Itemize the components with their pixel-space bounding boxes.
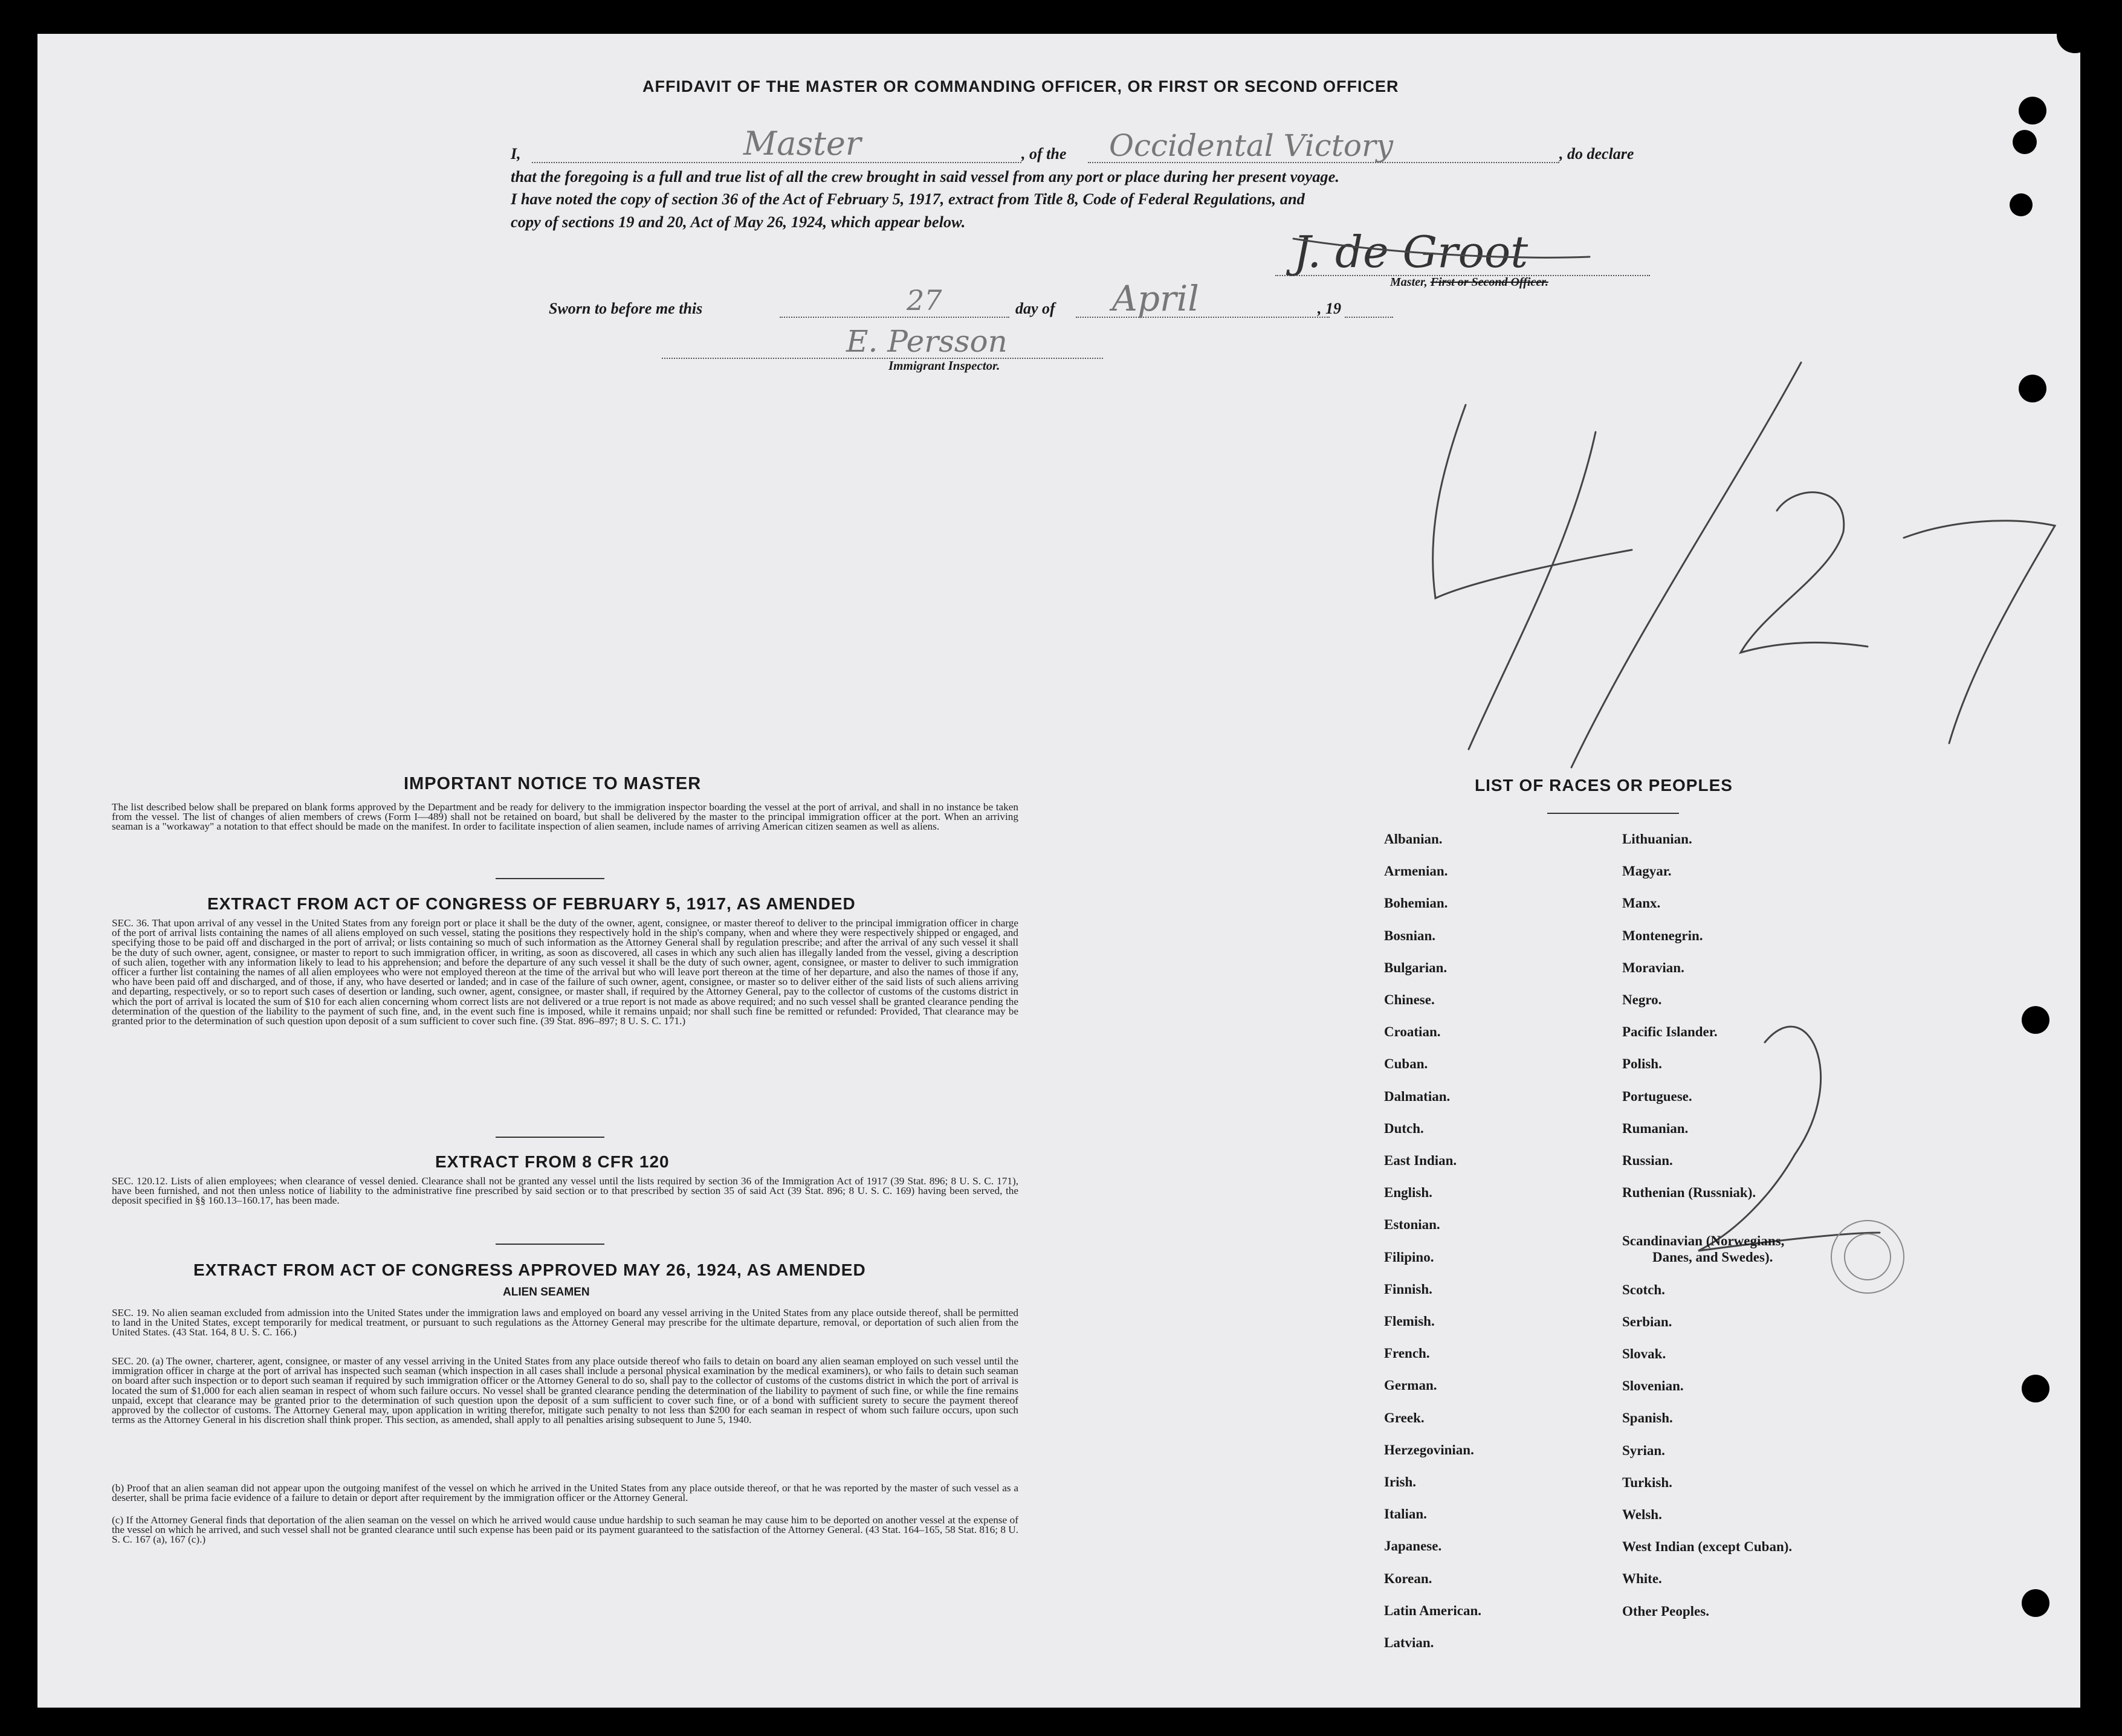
extract-1917-title: EXTRACT FROM ACT OF CONGRESS OF FEBRUARY 5, 1917, AS AMENDED [207,894,856,913]
race-item: Irish. [1384,1474,1417,1489]
inspector-signature: E. Persson [846,324,1008,359]
race-item: Latvian. [1384,1635,1434,1650]
race-item: Russian. [1622,1153,1673,1168]
race-item: West Indian (except Cuban). [1622,1539,1793,1555]
annotation-stroke-7 [1904,521,2055,743]
race-item: English. [1384,1185,1432,1201]
race-item: Danes, and Swedes). [1652,1250,1773,1265]
race-item: Rumanian. [1622,1120,1689,1136]
divider-2 [496,1137,604,1138]
extract-1924-sec20a: SEC. 20. (a) The owner, charterer, agent, consignee, or master of any vessel arriving in the United States from any place outside thereof who fails to detain on board any alien seaman employed on such vessel until the immigration officer in charge at the port of arrival has inspected such seaman (which inspection in all cases shall include a personal physical examination by the medical examiners), or who fails to detain such seaman on board after such inspection or to deport such seaman if required by such immigration officer or the Attorney General to do so, shall pay to the collector of customs of the customs district in which the port of arrival is located the sum of $1,000 for each alien seaman in respect of whom such failure occurs. No vessel shall be granted clearance pending the determination of the liability to payment of such fine, or while the fine remains unpaid, except that clearance may be granted prior to the determination of such question upon the deposit of a sum sufficient to cover such fine, or of a bond with sufficient surety to secure the payment thereof approved by the collector of customs. The Attorney General may, upon application in writing therefor, mitigate such penalty to not less than $200 for each seaman in respect of whom such failure occurs, upon such terms as the Attorney General in his discretion shall think proper. This section, as amended, shall apply to all penalties arising subsequent to June 5, 1940. [112,1355,1018,1426]
races-divider [1547,813,1679,814]
race-item: Spanish. [1622,1410,1673,1426]
race-item: Negro. [1622,992,1662,1007]
race-item: Dalmatian. [1384,1088,1451,1104]
race-item: Ruthenian (Russniak). [1622,1185,1756,1201]
race-item: Magyar. [1622,863,1672,879]
annotation-stroke-cross [1293,239,1590,257]
annotation-stroke-slash [1571,363,1801,767]
race-item: Scandinavian (Norwegians, [1622,1233,1785,1249]
of-the-label: , of the [1021,145,1067,163]
race-item: Dutch. [1384,1120,1424,1136]
annotation-stroke-4-vertical [1469,432,1596,749]
races-title: LIST OF RACES OR PEOPLES [1475,776,1733,795]
race-item: Portuguese. [1622,1088,1692,1104]
race-item: East Indian. [1384,1153,1457,1168]
day-handwriting: 27 [907,284,942,317]
race-item: German. [1384,1378,1437,1393]
race-item: Filipino. [1384,1249,1434,1265]
race-item: White. [1622,1571,1662,1587]
divider-1 [496,878,604,879]
notice-text: The list described below shall be prepared on blank forms approved by the Department and be ready for delivery to the immigration inspector boarding the vessel at the port of arrival, and shall in no instance be taken from the vessel. The list of changes of alien members of crews (Form I—489) shall not be retained on board, but shall be delivered by the master to the principal immigration officer at the port. When an arriving seaman is a "workaway" a notation to that effect should be made on the manifest. In order to facilitate inspection of alien seamen, include names of arriving American citizen seamen as well as aliens. [112,801,1018,833]
stamp-circle [1831,1221,1904,1293]
race-item: Flemish. [1384,1314,1435,1329]
annotation-stroke-4-diagonal [1433,405,1632,598]
extract-1924-sec20c: (c) If the Attorney General finds that deportation of the alien seaman on the vessel on which he arrived would cause undue hardship to such seaman he may cause him to be deported on another vessel at the expense of the vessel on which he arrived, and such vessel shall not be granted clearance until such expense has been paid or its payment guaranteed to the satisfaction of the Attorney General. (43 Stat. 164–165, 58 Stat. 816; 8 U. S. C. 167 (a), 167 (c).) [112,1514,1018,1546]
extract-cfr-title: EXTRACT FROM 8 CFR 120 [435,1152,670,1171]
extract-1924-sec20b: (b) Proof that an alien seaman did not appear upon the outgoing manifest of the vessel on which he arrived in the United States from any place outside thereof, or that he was reported by the master of such vessel as a deserter, shall be prima facie evidence of a failure to detain or deport after requirement by the immigration officer or the Attorney General. [112,1482,1018,1504]
race-item: Other Peoples. [1622,1603,1709,1619]
extract-1917-text: SEC. 36. That upon arrival of any vessel in the United States from any foreign port or place it shall be the duty of the owner, agent, consignee, or master thereof to deliver to the principal immigration officer in charge of the port of arrival lists containing the names of all aliens employed on such vessel, stating the positions they respectively hold in the ship's company, when and where they were respectively shipped or engaged, and specifying those to be paid off and discharged in the port of arrival; or lists containing so much of such information as the Attorney General shall by regulation prescribe; and after the arrival of any such vessel it shall be the duty of such owner, agent, consignee, or master to report to such immigration officer, in writing, as soon as discovered, all cases in which any such alien has illegally landed from the vessel, giving a description of such alien, together with any information likely to lead to his apprehension; and before the departure of any such vessel it shall be the duty of such owner, agent, consignee, or master to deliver to such immigration officer a further list containing the names of all alien employees who were not employed thereon at the time of the arrival but who will leave port thereon at the time of her departure, and also the names of those if any, who have been paid off and discharged, and of those, if any, who have deserted or landed; and in case of the failure of such owner, agent, consignee, or master so to deliver either of the said lists of such aliens arriving and departing, respectively, or so to report such cases of desertion or landing, such owner, agent, consignee, or master shall, if required by the Attorney General, pay to the collector of customs of the customs district in which the port of arrival is located the sum of $10 for each alien concerning whom correct lists are not delivered or a true report is not made as above required; and no such vessel shall be granted clearance pending the determination of the question of the liability to the payment of such fine, and, in the event such fine is imposed, while it remains unpaid; nor shall such fine be remitted or refunded: Provided, That clearance may be granted prior to the determination of such question upon deposit of a sum sufficient to cover such fine. (39 Stat. 896–897; 8 U. S. C. 171.) [112,917,1018,1027]
race-item: Scotch. [1622,1282,1665,1297]
stamp-circle-inner [1845,1234,1891,1280]
race-item: Polish. [1622,1056,1662,1072]
affidavit-line-2: I have noted the copy of section 36 of the Act of February 5, 1917, extract from Title 8, Code of Federal Regulations, and [511,190,1305,208]
race-item: Cuban. [1384,1056,1428,1072]
race-item: French. [1384,1346,1430,1361]
race-item: Estonian. [1384,1217,1440,1233]
race-item: Slovak. [1622,1346,1666,1361]
race-item: Welsh. [1622,1507,1662,1522]
race-item: Montenegrin. [1622,928,1703,943]
race-item: Japanese. [1384,1538,1442,1554]
year-prefix: , 19 [1318,300,1341,317]
annotation-stroke-small-2 [1698,1027,1880,1251]
extract-cfr-text: SEC. 120.12. Lists of alien employees; when clearance of vessel denied. Clearance shall not be granted any vessel until the lists required by section 36 of the Immigration Act of 1917 (39 Stat. 896; 8 U. S. C. 171), have been furnished, and not then unless notice of liability to the administrative fine prescribed by said section or to that prescribed by section 35 of said Act (39 Stat. 896; 8 U. S. C. 169) having been served, the deposit specified in §§ 160.13–160.17, has been made. [112,1175,1018,1207]
race-item: Syrian. [1622,1442,1665,1458]
race-item: Pacific Islander. [1622,1024,1718,1040]
race-item: Turkish. [1622,1474,1672,1490]
race-item: Italian. [1384,1506,1427,1522]
do-declare-label: , do declare [1559,145,1634,163]
vessel-name-handwriting: Occidental Victory [1109,128,1394,163]
officer-signature: J. de Groot [1293,227,1528,277]
race-item: Greek. [1384,1410,1425,1425]
extract-1924-subtitle: ALIEN SEAMEN [503,1286,590,1299]
annotation-stroke-2 [1741,492,1868,653]
race-item: Moravian. [1622,960,1684,975]
race-item: Manx. [1622,895,1661,911]
extract-1924-title: EXTRACT FROM ACT OF CONGRESS APPROVED MAY 26, 1924, AS AMENDED [193,1260,866,1279]
divider-3 [496,1244,604,1245]
officer-caption-prefix: Master, [1390,276,1431,289]
master-name-handwriting: Master [743,124,861,163]
affidavit-title: AFFIDAVIT OF THE MASTER OR COMMANDING OFFICER, OR FIRST OR SECOND OFFICER [642,77,1399,95]
race-item: Lithuanian. [1622,831,1692,847]
extract-1924-sec19: SEC. 19. No alien seaman excluded from admission into the United States under the immigration laws and employed on board any vessel arriving in the United States from any place outside thereof, shall be permitted to land in the United States, except temporarily for medical treatment, or pursuant to such regulations as the Attorney General may prescribe for the ultimate departure, removal, or deportation of such alien from the United States. (43 Stat. 164, 8 U. S. C. 166.) [112,1307,1018,1338]
race-item: Bulgarian. [1384,960,1448,975]
race-item: Herzegovinian. [1384,1442,1474,1457]
affidavit-i-label: I, [511,145,521,163]
day-of-label: day of [1015,300,1055,317]
race-item: Korean. [1384,1570,1432,1586]
month-handwriting: April [1112,278,1199,319]
officer-caption-struck: First or Second Officer. [1430,276,1548,289]
race-item: Serbian. [1622,1314,1672,1329]
race-item: Chinese. [1384,992,1435,1007]
race-item: Finnish. [1384,1281,1432,1297]
affidavit-line-1: that the foregoing is a full and true list of all the crew brought in said vessel from any port or place during her present voyage. [511,167,1339,186]
race-item: Armenian. [1384,863,1448,879]
notice-title: IMPORTANT NOTICE TO MASTER [404,774,702,793]
affidavit-line-3: copy of sections 19 and 20, Act of May 26, 1924, which appear below. [511,213,966,231]
race-item: Bohemian. [1384,895,1448,911]
race-item: Bosnian. [1384,928,1436,943]
race-item: Croatian. [1384,1024,1441,1040]
race-item: Slovenian. [1622,1378,1684,1394]
inspector-caption: Immigrant Inspector. [888,358,1000,373]
race-item: Latin American. [1384,1602,1481,1618]
race-item: Albanian. [1384,831,1443,847]
sworn-label: Sworn to before me this [549,300,703,317]
